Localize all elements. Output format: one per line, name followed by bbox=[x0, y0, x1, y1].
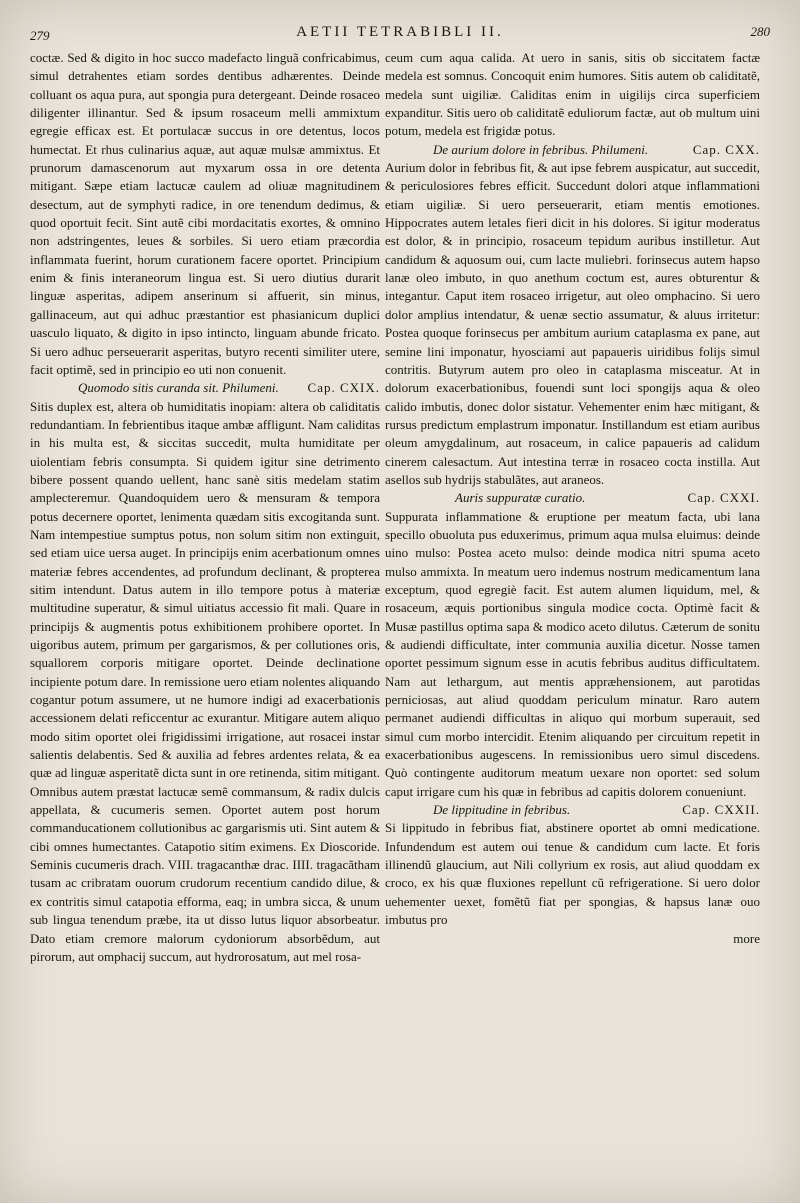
chapter-number: Cap. CXIX. bbox=[307, 380, 380, 396]
chapter-number: Cap. CXX. bbox=[692, 141, 760, 157]
paragraph: Sitis duplex est, altera ob humiditatis inopiam: altera ob caliditatis redundantiam. In febrientibus itaque ambæ affligunt. Nam caliditas in his multa est, & siccitas succedit, multa humiditate per uiolentiam febris consumpta. Si quidem igitur sine detrimento bibere possent quando uellent, hanc sanè sitis medelam statim amplecteremur. Quandoquidem uero & mensuram & tempora potus decernere oportet, lenimenta quædam sitis excogitanda sunt. Nam intempestiue sumptus potus, non solum sitim non extinguit, sed etiam uice uersa auget. In principijs enim acerbationum omnes materiæ febres accendentes, ad profundum declinant, & propterea sitim intendunt. Datus autem in illo tempore potus à materiæ multitudine superatur, & simul uitiatus accessio fit mali. Quare in principijs & augmentis potus exhibitionem prohibere oportet. In uigoribus autem, primum per gargarismos, & per collutiones oris, squallorem corporis mitigare oportet. Deinde declinatione incipiente potum dare. In remissione uero etiam nolentes aliquando cogantur potum assumere, ut ne humore indigi ad exacerbationis accessionem delati reficcentur ac exurantur. Mitigare autem aliquo modo sitim oportet olei frigidissimi irrigatione, aut rosacei instar salientis delabentis. Sed & auxilia ad febres ardentes relata, & ea quæ ad linguæ asperitatẽ dicta sunt in ore retinenda, sitim mitigant. Omnibus autem præstat lactucæ semẽ commansum, & radix dulcis appellata, & cucumeris semen. Oportet autem post horum commanducationem collutionibus ac gargarismis uti. Sint autem & cibi omnes humectantes. Catapotio sitim eximens. Ex Dioscoride. Seminis cucumeris drach. VIII. tragacanthæ drac. IIII. tragacãtham tusam ac cribratam ouorum crudorum recentium candido dilue, & ex contritis simul catapotia efforma, eaq; in umbra sicca, & unum sub lingua tenendum præbe, ita ut disso lutus liquor absorbeatur. Dato etiam cremore malorum cydoniorum absorbẽdum, aut pirorum, aut omphacij succum, aut hydrorosatum, aut mel rosa- bbox=[30, 398, 380, 964]
chapter-heading-cxxii bbox=[385, 801, 760, 819]
chapter-heading-cxix bbox=[30, 379, 380, 397]
running-head: AETII TETRABIBLI II. bbox=[296, 24, 504, 40]
paragraph: Si lippitudo in febribus fiat, abstinere oportet ab omni medicatione. Infundendum est autem oui tenue & candidum cum lacte. Et foris illinendũ glaucium, aut Nili collyrium ex rosis, aut aliud quoddam ex croco, ex his quæ fluxiones repellunt cũ refrigeratione. Si uero dolor uehementer uexet, fomẽtũ fiat per spongias, & hapsus lanæ ouo imbutus pro bbox=[385, 820, 760, 928]
paragraph: coctæ. Sed & digito in hoc succo madefacto linguã confricabimus, simul detrahentes etiam sordes dentibus adhærentes. Deinde colluant os aqua pura, aut spongia pura detergeant. Deinde rosaceo diligenter illinantur. Sed & ipsum rosaceum melli ammixtum egregie efficax est. Et portulacæ succus in ore detentus, locos humectat. Et rhus culinarius aquæ, aut aquæ mulsæ ammixtus. Et prunorum damascenorum aut myxarum ossa in ore detenta mitigant. Sæpe etiam lactucæ caulem ad oliuæ magnitudinem desectum, aut de symphyti radice, in ore tenendum dedimus, & quod oportuit fecit. Sint autẽ cibi mordacitatis exortes, & omnino non adstringentes, leues & sorbiles. Si uero etiam præcordia inflammata fuerint, horum curationem facere oportet. Principium enim & finis interaneorum lingua est. Si uero diutius durarit linguæ asperitas, adipem anserinum si affuerit, sin minus, gallinaceum, aut qui adhuc præstantior est phasianicum duplici uasculo liquato, & digito in ipso intincto, linguam abunde fricato. Si uero adhuc perseuerarit asperitas, butyro recenti similiter utere, facit optimẽ, sed in principio eo uti non conuenit. bbox=[30, 50, 380, 377]
paragraph: Suppurata inflammatione & eruptione per meatum facta, ubi lana specillo obuoluta pus eduxerimus, primum aqua mulsa eluimus: deinde uino mulso: Postea aceto mulso: deinde modica nitri spuma aceto mulso ammixta. In meatum uero indemus nostrum medicamentum lana exceptum, quod egregiè facit. Est autem alumen liquidum, mel, & rosaceum, æquis portionibus singula modice cocta. Optimè facit & Musæ pastillus optima sapa & modico aceto dilutus. Cæterum de sonitu & audiendi difficultate, inter communia auxilia dicetur. Nosse tamen oportet pessimum signum esse in acutis febribus auditus difficultatem. Nam aut lethargum, aut mentis appræhensionem, aut parotidas perniciosas, aut aliud quoddam periculum minatur. Raro autem permanet audiendi difficultas in aliquo qui morbum superauit, sed simul cum morbo intercidit. Etenim aliquando per circuitum repetit in exacerbationibus augescens. In remissionibus uero simul discedens. Quò contingente auditorum meatum uexare non oportet: sed solum caput irrigare cum his quæ in febribus ad capitis dolorem conueniunt. bbox=[385, 508, 760, 799]
chapter-number: Cap. CXXII. bbox=[682, 802, 760, 818]
page-number-right: 280 bbox=[750, 24, 770, 39]
chapter-number: Cap. CXXI. bbox=[687, 490, 760, 506]
chapter-title: Quomodo sitis curanda sit. Philumeni. bbox=[78, 380, 279, 396]
page-header bbox=[0, 22, 800, 48]
page-number-left: 279 bbox=[30, 28, 50, 43]
right-column bbox=[385, 49, 760, 1181]
chapter-title: Auris suppuratæ curatio. bbox=[455, 490, 586, 506]
left-column bbox=[30, 49, 380, 1181]
catchword: more bbox=[733, 930, 760, 946]
chapter-heading-cxx bbox=[385, 141, 760, 159]
paragraph: Aurium dolor in febribus fit, & aut ipse febrem auspicatur, aut succedit, & periculosiores febres efficit. Succedunt dolori atque inflammationi etiam uigiliæ. Si uero perseuerarit, etiam mentis emotiones. Hippocrates autem letales fieri dicit in his dolores. Si igitur moderatus est dolor, & in principio, rosaceum tepidum auribus instilletur. Aut candidum & aquosum oui, cum lacte muliebri. forinsecus autem hapso lanæ oleo imbuto, in quo anethum coctum est, aures obturentur & integantur. Caput item rosaceo irrigetur, aut oleo omphacino. Si uero dolor amplius intendatur, & uenæ sectio assumatur, & aluus irritetur: Postea quoque forinsecus per ambitum aurium cataplasma ex pane, aut semine lini imponatur, hyosciami aut papaueris uiridibus folijs simul contritis. Butyrum autem pro oleo in cataplasma misceatur. At in dolorum exacerbationibus, fouendi sunt loci spongijs aqua & oleo calido imbutis, donec dolor sistatur. Vehementer enim hæc mitigant, & rursus predictum emplastrum imponatur. Instillandum est etiam auribus oleum amygdalinum, aut rosaceum, in calice papaueris ad calidum cinerem calesactum. Aut intestina terræ in rosaceo cocta instilla. Aut asellos sub hydrijs stabulãtes, aut araneos. bbox=[385, 160, 760, 487]
paragraph: ceum cum aqua calida. At uero in sanis, sitis ob siccitatem factæ medela est somnus. Concoquit enim humores. Sitis autem ob caliditatẽ, medela sunt uigiliæ. Caliditas enim in uigilijs circa superficiem expanditur. Sitis uero ob caliditatẽ eduliorum factæ, aut ob multum uini potum, medela est frigidæ potus. bbox=[385, 50, 760, 139]
chapter-title: De aurium dolore in febribus. Philumeni. bbox=[433, 141, 649, 157]
chapter-heading-cxxi bbox=[385, 489, 760, 507]
chapter-title: De lippitudine in febribus. bbox=[433, 802, 571, 818]
